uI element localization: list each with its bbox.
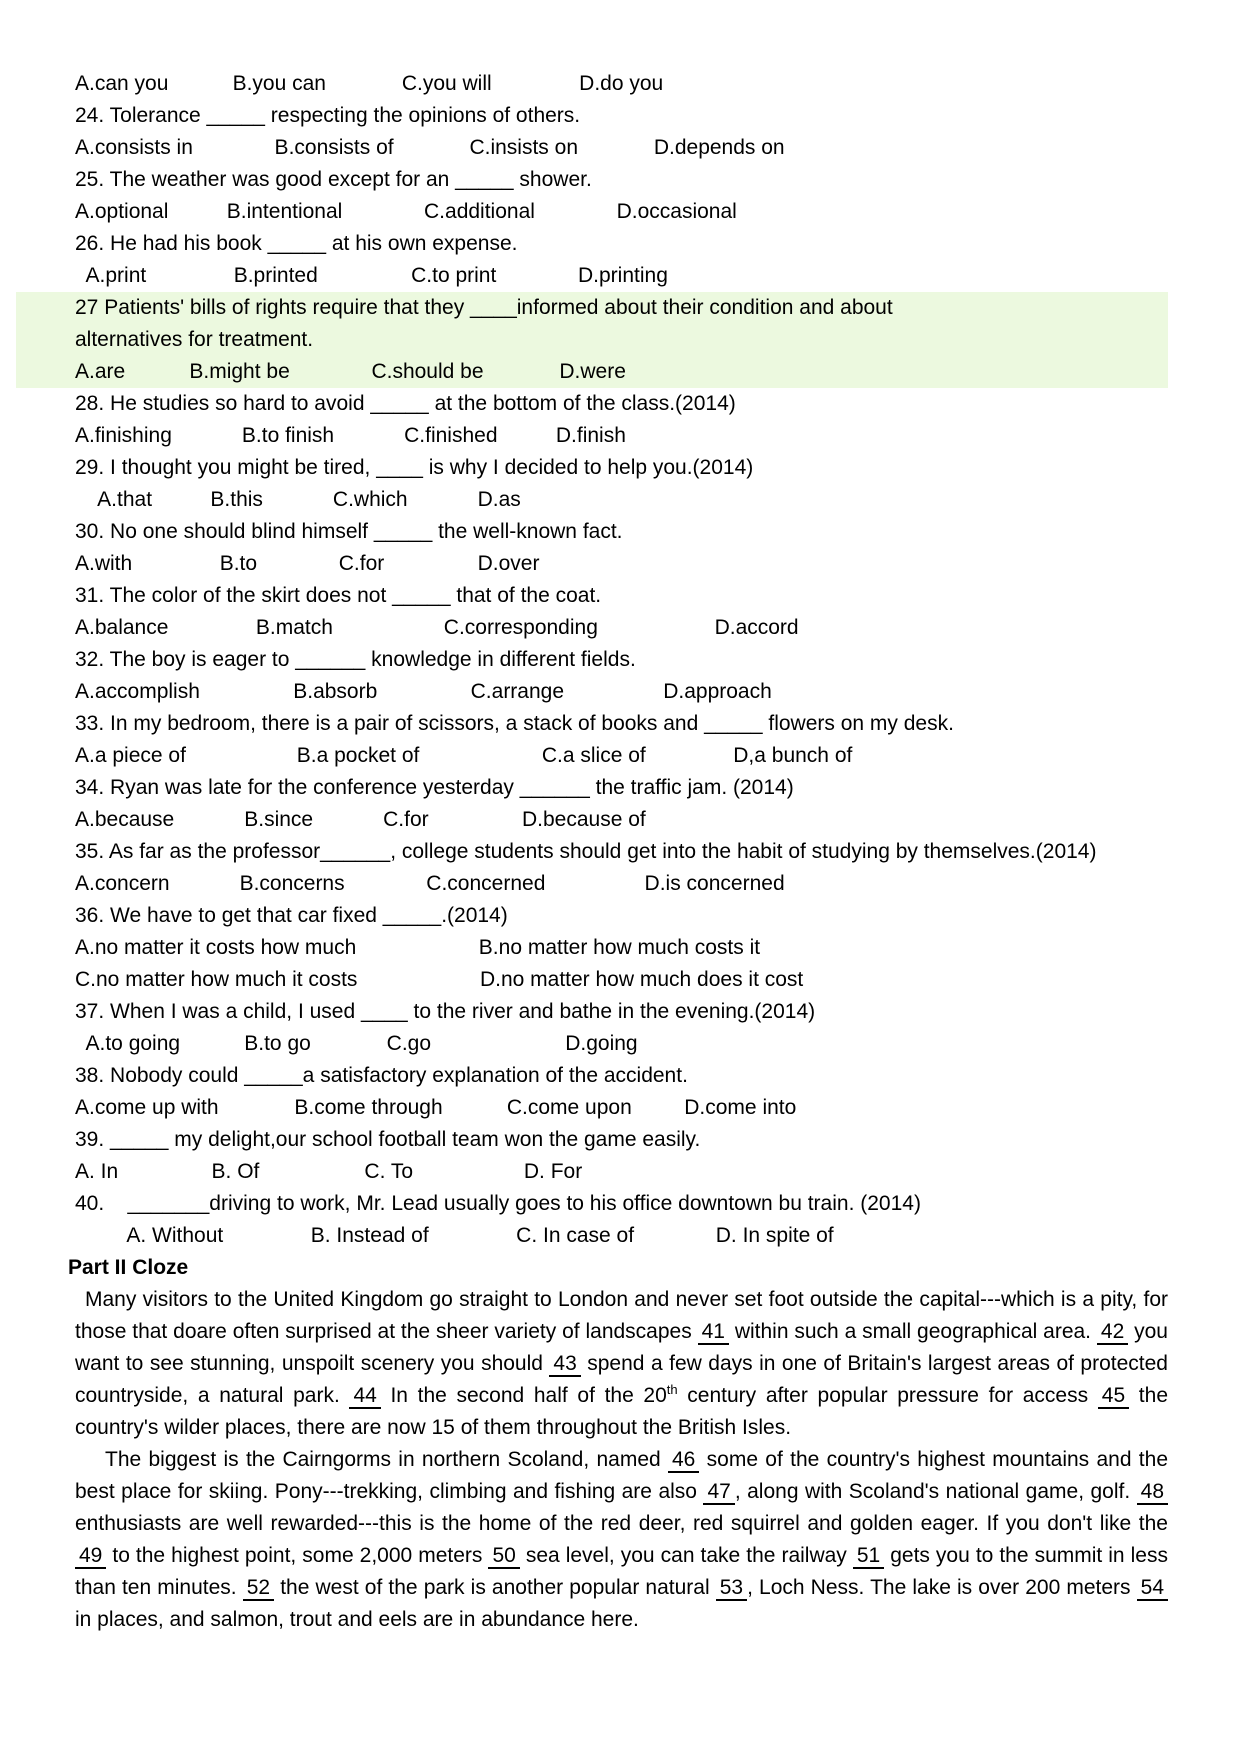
highlighted-part1-line-8: 27 Patients' bills of rights require that they ____informed about their condition and about [16,292,1168,324]
part1-line-21: 33. In my bedroom, there is a pair of scissors, a stack of books and _____ flowers on my desk. [75,712,954,735]
part1-line-17: 31. The color of the skirt does not _____ that of the coat. [75,584,602,607]
part1-line-3: A.consists in B.consists of C.insists on D.depends on [75,136,785,159]
cloze-blank-50: 50 [488,1544,519,1569]
cloze-blank-47: 47 [703,1480,734,1505]
part1-line-34: 39. _____ my delight,our school football team won the game easily. [75,1128,701,1151]
part1-line-31: A.to going B.to go C.go D.going [75,1032,638,1055]
part1-line-36: 40. _______driving to work, Mr. Lead usually goes to his office downtown bu train. (2014) [75,1192,921,1215]
cloze-blank-49: 49 [75,1544,106,1569]
part1-line-35: A. In B. Of C. To D. For [75,1160,583,1183]
part2-heading: Part II Cloze [68,1256,189,1279]
part1-multiple-choice-section [75,68,1168,1252]
part1-line-26: A.concern B.concerns C.concerned D.is concerned [75,872,785,895]
cloze-paragraph-1: Many visitors to the United Kingdom go straight to London and never set foot outside the capital---which is a pity, for those that doare often surprised at the sheer variety of landscapes 41 within such a small geographical area. 42 you want to see stunning, unspoilt scenery you should 43 spend a few days in one of Britain's largest areas of protected countryside, a natural park. 44 In the second half of the 20th century after popular pressure for access 45 the country's wilder places, there are now 15 of them throughout the British Isles. [75,1288,1168,1439]
cloze-blank-53: 53 [716,1576,747,1601]
part1-line-20: A.accomplish B.absorb C.arrange D.approach [75,680,772,703]
part1-line-13: 29. I thought you might be tired, ____ is why I decided to help you.(2014) [75,456,754,479]
part1-line-11: 28. He studies so hard to avoid _____ at the bottom of the class.(2014) [75,392,736,415]
part1-line-18: A.balance B.match C.corresponding D.accord [75,616,799,639]
part1-line-4: 25. The weather was good except for an _____ shower. [75,168,592,191]
part1-line-6: 26. He had his book _____ at his own expense. [75,232,518,255]
cloze-blank-43: 43 [549,1352,580,1377]
part1-line-14: A.that B.this C.which D.as [75,488,521,511]
cloze-blank-45: 45 [1098,1384,1129,1409]
cloze-blank-41: 41 [698,1320,729,1345]
part1-line-7: A.print B.printed C.to print D.printing [75,264,668,287]
part1-line-29: C.no matter how much it costs D.no matter how much does it cost [75,968,804,991]
cloze-blank-54: 54 [1137,1576,1168,1601]
part1-line-30: 37. When I was a child, I used ____ to the river and bathe in the evening.(2014) [75,1000,816,1023]
part1-line-5: A.optional B.intentional C.additional D.occasional [75,200,737,223]
part1-line-27: 36. We have to get that car fixed _____.(2014) [75,904,508,927]
part1-line-28: A.no matter it costs how much B.no matter how much costs it [75,936,761,959]
cloze-passage [75,1284,1168,1636]
part1-line-22: A.a piece of B.a pocket of C.a slice of D,a bunch of [75,744,853,767]
part1-line-32: 38. Nobody could _____a satisfactory explanation of the accident. [75,1064,688,1087]
part1-line-2: 24. Tolerance _____ respecting the opinions of others. [75,104,581,127]
superscript-ordinal: th [666,1382,678,1397]
cloze-paragraph-2: The biggest is the Cairngorms in northern Scoland, named 46 some of the country's highest mountains and the best place for skiing. Pony---trekking, climbing and fishing are also 47 , along with Scoland's national game, golf. 48 enthusiasts are well rewarded---this is the home of the red deer, red squirrel and golden eager. If you don't like the 49 to the highest point, some 2,000 meters 50 sea level, you can take the railway 51 gets you to the summit in less than ten minutes. 52 the west of the park is another popular natural 53 , Loch Ness. The lake is over 200 meters 54 in places, and salmon, trout and eels are in abundance here. [75,1448,1169,1631]
cloze-blank-52: 52 [243,1576,274,1601]
part1-line-19: 32. The boy is eager to ______ knowledge in different fields. [75,648,636,671]
highlighted-part1-line-10: A.are B.might be C.should be D.were [16,356,1168,388]
highlighted-part1-line-9: alternatives for treatment. [16,324,1168,356]
part1-line-23: 34. Ryan was late for the conference yesterday ______ the traffic jam. (2014) [75,776,794,799]
part1-line-37: A. Without B. Instead of C. In case of D. In spite of [75,1224,834,1247]
part1-line-16: A.with B.to C.for D.over [75,552,540,575]
cloze-blank-42: 42 [1097,1320,1128,1345]
part1-line-15: 30. No one should blind himself _____ the well-known fact. [75,520,623,543]
cloze-blank-46: 46 [668,1448,699,1473]
part1-line-24: A.because B.since C.for D.because of [75,808,646,831]
cloze-blank-48: 48 [1137,1480,1168,1505]
cloze-blank-44: 44 [349,1384,380,1409]
part1-line-33: A.come up with B.come through C.come upon D.come into [75,1096,797,1119]
part1-line-12: A.finishing B.to finish C.finished D.finish [75,424,626,447]
cloze-blank-51: 51 [853,1544,884,1569]
part1-line-25: 35. As far as the professor______, college students should get into the habit of studying by themselves.(2014) [75,840,1097,863]
part1-line-1: A.can you B.you can C.you will D.do you [75,72,664,95]
